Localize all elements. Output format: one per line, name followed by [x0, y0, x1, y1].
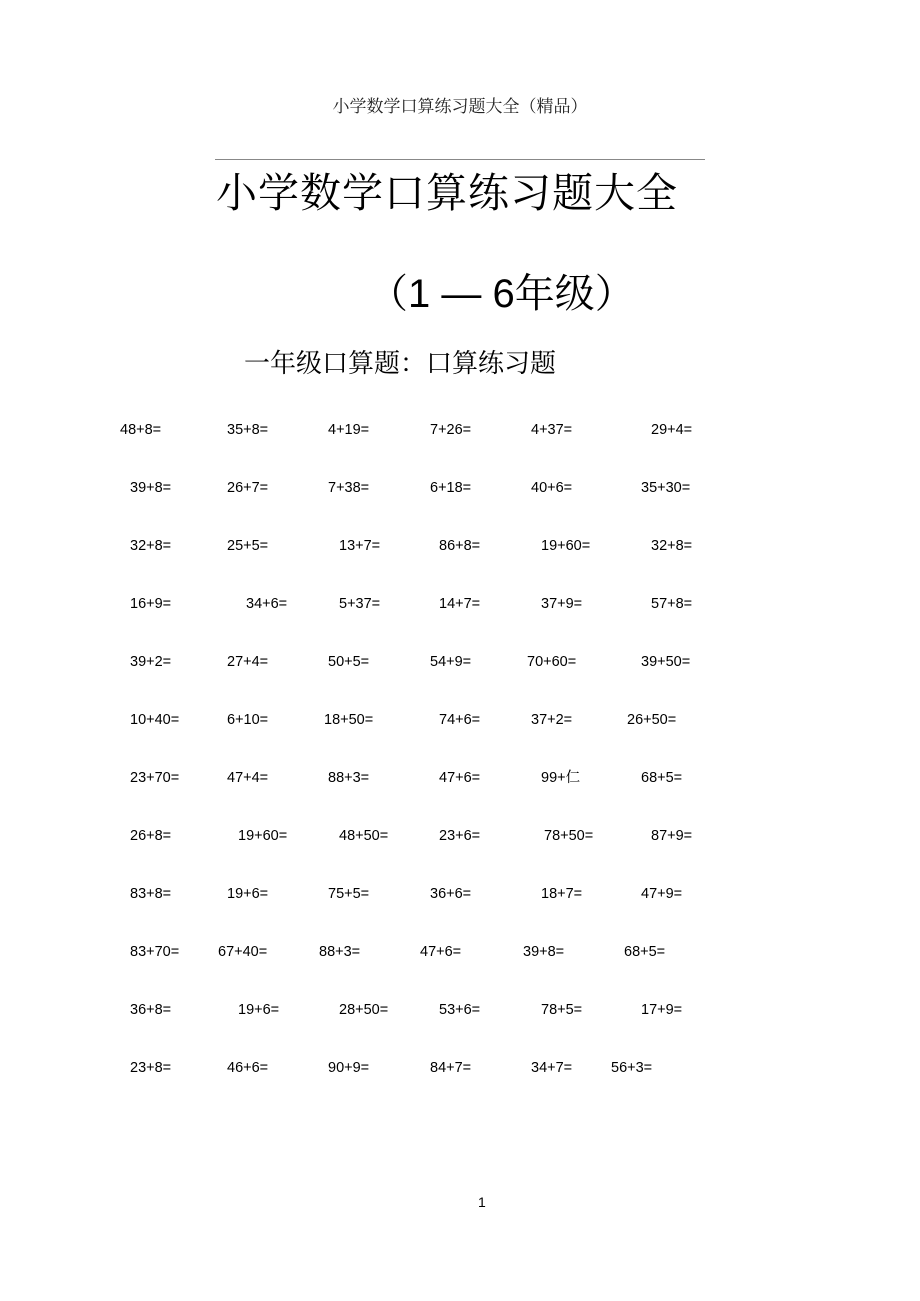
- arithmetic-problem: 29+4=: [651, 422, 693, 438]
- arithmetic-problem: 46+6=: [227, 1060, 269, 1076]
- arithmetic-problem: 18+50=: [324, 712, 374, 728]
- grade-range-subtitle: （1 — 6年级）: [368, 272, 635, 316]
- arithmetic-problem: 47+4=: [227, 770, 269, 786]
- arithmetic-problem: 47+9=: [641, 886, 683, 902]
- arithmetic-problem: 74+6=: [439, 712, 481, 728]
- arithmetic-problem: 19+60=: [541, 538, 591, 554]
- arithmetic-problem: 16+9=: [130, 596, 172, 612]
- arithmetic-problem: 32+8=: [651, 538, 693, 554]
- arithmetic-problem: 35+8=: [227, 422, 269, 438]
- arithmetic-problem: 26+50=: [627, 712, 677, 728]
- arithmetic-problem: 6+10=: [227, 712, 269, 728]
- section-heading: 一年级口算题：口算练习题: [244, 349, 557, 379]
- arithmetic-problem: 36+6=: [430, 886, 472, 902]
- arithmetic-problem: 14+7=: [439, 596, 481, 612]
- arithmetic-problem: 47+6=: [420, 944, 462, 960]
- arithmetic-problem: 23+70=: [130, 770, 180, 786]
- arithmetic-problem: 54+9=: [430, 654, 472, 670]
- arithmetic-problem: 13+7=: [339, 538, 381, 554]
- arithmetic-problem: 18+7=: [541, 886, 583, 902]
- arithmetic-problem: 26+7=: [227, 480, 269, 496]
- arithmetic-problem: 35+30=: [641, 480, 691, 496]
- arithmetic-problem: 88+3=: [328, 770, 370, 786]
- arithmetic-problem: 7+26=: [430, 422, 472, 438]
- arithmetic-problem: 4+37=: [531, 422, 573, 438]
- arithmetic-problem: 86+8=: [439, 538, 481, 554]
- arithmetic-problem: 99+仁: [541, 770, 581, 786]
- arithmetic-problem: 39+50=: [641, 654, 691, 670]
- arithmetic-problem: 4+19=: [328, 422, 370, 438]
- arithmetic-problem: 25+5=: [227, 538, 269, 554]
- arithmetic-problem: 48+8=: [120, 422, 162, 438]
- arithmetic-problem: 47+6=: [439, 770, 481, 786]
- arithmetic-problem: 19+60=: [238, 828, 288, 844]
- arithmetic-problem: 39+8=: [130, 480, 172, 496]
- arithmetic-problem: 57+8=: [651, 596, 693, 612]
- arithmetic-problem: 67+40=: [218, 944, 268, 960]
- arithmetic-problem: 19+6=: [227, 886, 269, 902]
- arithmetic-problem: 39+2=: [130, 654, 172, 670]
- arithmetic-problem: 37+9=: [541, 596, 583, 612]
- running-header: 小学数学口算练习题大全（精品）: [332, 97, 588, 117]
- arithmetic-problem: 36+8=: [130, 1002, 172, 1018]
- arithmetic-problem: 37+2=: [531, 712, 573, 728]
- arithmetic-problem: 10+40=: [130, 712, 180, 728]
- arithmetic-problem: 75+5=: [328, 886, 370, 902]
- arithmetic-problem: 28+50=: [339, 1002, 389, 1018]
- arithmetic-problem: 78+50=: [544, 828, 594, 844]
- arithmetic-problem: 26+8=: [130, 828, 172, 844]
- arithmetic-problem: 70+60=: [527, 654, 577, 670]
- arithmetic-problem: 78+5=: [541, 1002, 583, 1018]
- arithmetic-problem: 19+6=: [238, 1002, 280, 1018]
- arithmetic-problem: 32+8=: [130, 538, 172, 554]
- arithmetic-problem: 27+4=: [227, 654, 269, 670]
- arithmetic-problem: 40+6=: [531, 480, 573, 496]
- arithmetic-problem: 90+9=: [328, 1060, 370, 1076]
- arithmetic-problem: 7+38=: [328, 480, 370, 496]
- arithmetic-problem: 5+37=: [339, 596, 381, 612]
- page-title: 小学数学口算练习题大全: [216, 169, 678, 217]
- arithmetic-problem: 68+5=: [641, 770, 683, 786]
- arithmetic-problem: 23+6=: [439, 828, 481, 844]
- arithmetic-problem: 83+8=: [130, 886, 172, 902]
- arithmetic-problem: 83+70=: [130, 944, 180, 960]
- arithmetic-problem: 68+5=: [624, 944, 666, 960]
- arithmetic-problem: 84+7=: [430, 1060, 472, 1076]
- arithmetic-problem: 87+9=: [651, 828, 693, 844]
- arithmetic-problem: 53+6=: [439, 1002, 481, 1018]
- arithmetic-problem: 23+8=: [130, 1060, 172, 1076]
- page-number: 1: [478, 1194, 486, 1210]
- arithmetic-problem: 56+3=: [611, 1060, 653, 1076]
- arithmetic-problem: 48+50=: [339, 828, 389, 844]
- arithmetic-problem: 88+3=: [319, 944, 361, 960]
- arithmetic-problem: 39+8=: [523, 944, 565, 960]
- arithmetic-problem: 34+7=: [531, 1060, 573, 1076]
- arithmetic-problem: 6+18=: [430, 480, 472, 496]
- arithmetic-problem: 17+9=: [641, 1002, 683, 1018]
- arithmetic-problem: 34+6=: [246, 596, 288, 612]
- arithmetic-problem: 50+5=: [328, 654, 370, 670]
